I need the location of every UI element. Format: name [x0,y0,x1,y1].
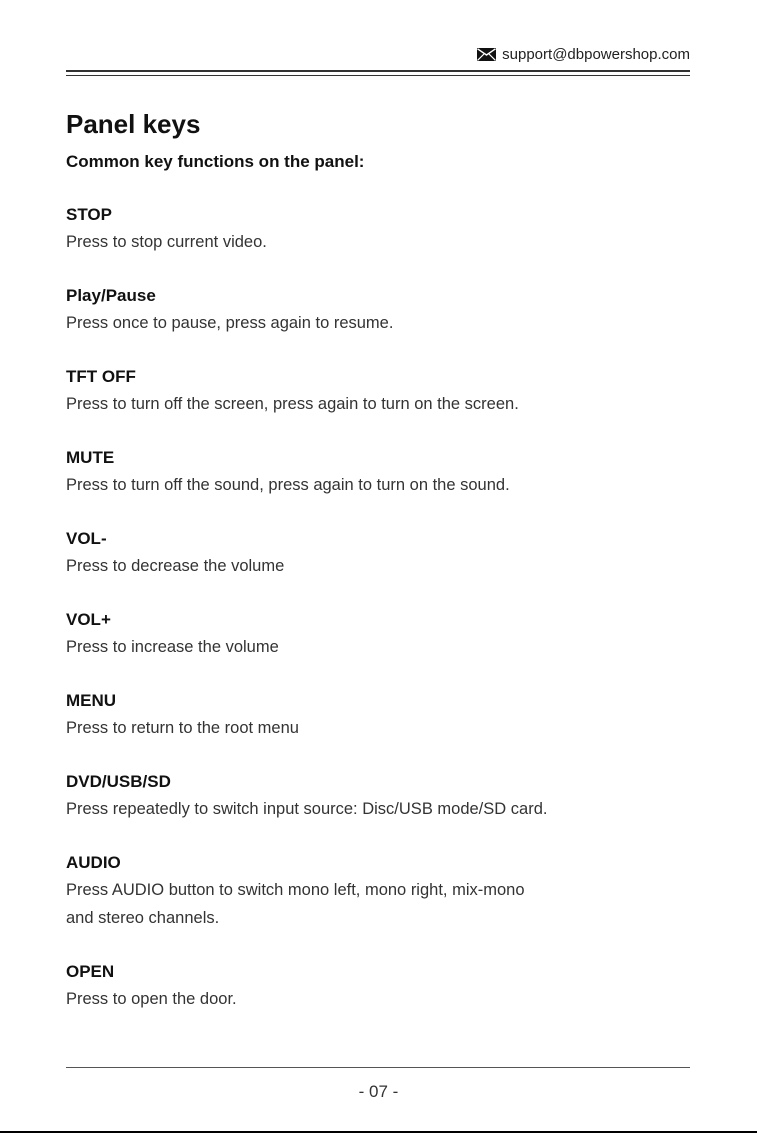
key-description: Press AUDIO button to switch mono left, mono right, mix-mono and stereo channels. [66,881,525,927]
key-item-open [66,961,706,1013]
key-description: Press to open the door. [66,990,237,1008]
key-name: VOL+ [66,610,111,629]
key-name: STOP [66,205,112,224]
key-item-mute [66,447,706,499]
page-title: Panel keys [66,109,201,139]
key-item-audio [66,852,706,932]
key-name: MUTE [66,448,115,467]
key-item-stop [66,204,706,256]
key-item-tft-off [66,366,706,418]
header-email [477,44,690,64]
key-item-vol-down [66,528,706,580]
key-description: Press to increase the volume [66,638,279,656]
key-name: Play/Pause [66,286,156,305]
key-description: Press to return to the root menu [66,719,299,737]
key-description: Press repeatedly to switch input source: Disc/USB mode/SD card. [66,800,548,818]
key-item-menu [66,690,706,742]
header-rule [66,70,690,72]
key-description: Press once to pause, press again to resume. [66,314,394,332]
page-subtitle: Common key functions on the panel: [66,152,365,171]
support-email: support@dbpowershop.com [502,45,690,63]
key-name: AUDIO [66,853,121,872]
key-name: TFT OFF [66,367,136,386]
key-item-vol-up [66,609,706,661]
key-item-dvd-usb-sd [66,771,706,823]
key-name: DVD/USB/SD [66,772,171,791]
footer-rule [66,1067,690,1068]
key-description: Press to decrease the volume [66,557,285,575]
key-description: Press to turn off the screen, press again to turn on the screen. [66,395,519,413]
key-item-play-pause [66,285,706,337]
key-list [66,204,706,1042]
header-rule-thin [66,75,690,76]
page-number: - 07 - [358,1082,399,1101]
key-description: Press to turn off the sound, press again to turn on the sound. [66,476,510,494]
key-description: Press to stop current video. [66,233,267,251]
page-bottom-edge [0,1131,757,1133]
key-name: OPEN [66,962,115,981]
key-name: MENU [66,691,117,710]
envelope-icon [477,48,496,61]
key-name: VOL- [66,529,107,548]
